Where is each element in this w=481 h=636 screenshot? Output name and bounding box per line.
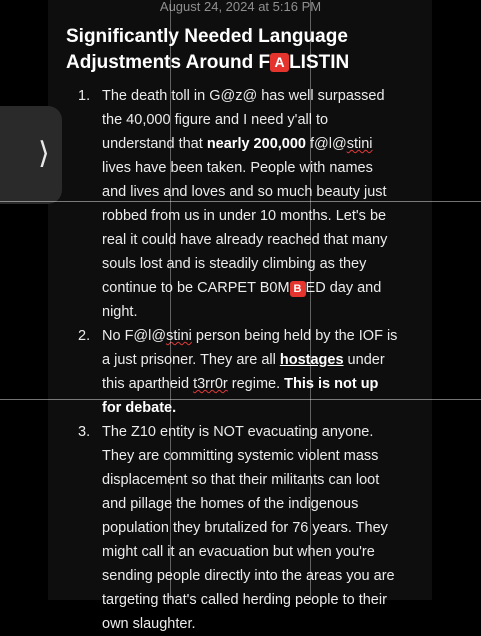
numbered-list [60, 84, 400, 636]
side-panel-handle[interactable] [0, 106, 62, 204]
item-bold-underlined-text: hostages [279, 352, 344, 368]
list-number: 3. [78, 424, 91, 440]
list-item [60, 420, 400, 636]
item-text: The Z10 entity is NOT evacuating anyone. They are committing systemic violent mass displacement so that their militants can loot and pillage the homes of the indigenous population they brutalized for 76 years. They might call it an evacuation but when you're sending people directly into the areas you are targeting that's called herding people to their own slaughter. [102, 424, 395, 632]
title-line-1: Significantly Needed Language [66, 26, 348, 47]
item-text: person being held by the IOF is a just prisoner. They are all [102, 328, 398, 368]
list-number: 2. [78, 328, 91, 344]
misspelled-word[interactable]: t3rr0r [193, 376, 228, 392]
title-line-2-end: LISTIN [289, 52, 350, 73]
misspelled-word[interactable]: stini [166, 328, 192, 344]
item-bold-text: This is not up for debate. [102, 376, 379, 416]
guide-line [0, 201, 481, 202]
item-text: ED day and night. [102, 280, 382, 320]
title-line-2-start: Adjustments Around F [66, 52, 271, 73]
list-item [60, 324, 400, 420]
guide-line [310, 0, 311, 600]
note-title [66, 24, 426, 76]
item-text: under this apartheid [102, 352, 385, 392]
guide-line [170, 0, 171, 600]
item-text: f@l@ [305, 136, 347, 152]
list-number: 1. [78, 88, 91, 104]
item-text: lives have been taken. People with names and lives and loves and so much beauty just robbed from us in under 10 months. Let's be real it could have already reached that many souls lost and is steadily climbing as they continue to be CARPET B0M [102, 160, 388, 296]
item-text: The death toll in G@z@ has well surpassed the 40,000 figure and I need y'all to understand that [102, 88, 385, 152]
list-item [60, 84, 400, 324]
item-text: No F@l@ [102, 328, 167, 344]
guide-line [0, 399, 481, 400]
item-bold-text: nearly 200,000 [206, 136, 306, 152]
letter-b-badge-icon: B [290, 281, 306, 297]
letter-a-badge-icon: A [270, 53, 289, 72]
chevron-right-icon: ⟩ [38, 137, 50, 170]
timestamp: August 24, 2024 at 5:16 PM [159, 0, 322, 14]
misspelled-word[interactable]: stini [346, 136, 373, 152]
item-text: regime. [227, 376, 285, 392]
